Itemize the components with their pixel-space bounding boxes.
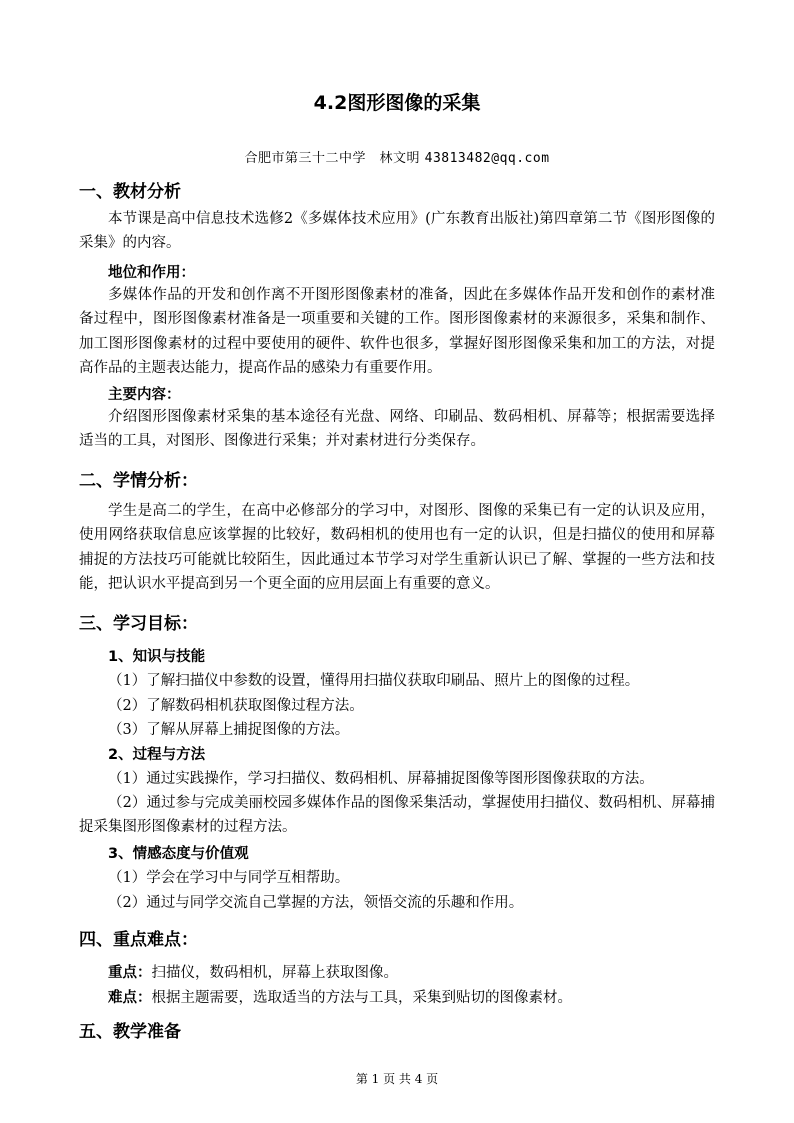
goal-item: （2）通过参与完成美丽校园多媒体作品的图像采集活动，掌握使用扫描仪、数码相机、屏幕捕捉采集图形图像素材的过程方法。 [79, 795, 715, 836]
page-title: 4.2图形图像的采集 [313, 92, 481, 114]
key-point-line [108, 961, 398, 982]
section-heading-learner-analysis: 二、学情分析： [79, 471, 198, 491]
difficult-point-label: 难点： [108, 990, 152, 1006]
goal-item: （1）通过实践操作，学习扫描仪、数码相机、屏幕捕捉图像等图形图像获取的方法。 [108, 771, 654, 787]
textbook-intro-paragraph: 本节课是高中信息技术选修2《多媒体技术应用》(广东教育出版社)第四章第二节《图形图像的采集》的内容。 [79, 211, 715, 252]
section-heading-teaching-prep: 五、教学准备 [79, 1022, 181, 1042]
subheading-main-content: 主要内容： [108, 387, 181, 403]
learner-analysis-paragraph: 学生是高二的学生，在高中必修部分的学习中，对图形、图像的采集已有一定的认识及应用，使用网络获取信息应该掌握的比较好，数码相机的使用也有一定的认识，但是扫描仪的使用和屏幕捕捉的方法技巧可能就比较陌生，因此通过本节学习对学生重新认识已了解、掌握的一些方法和技能，把认识水平提高到另一个更全面的应用层面上有重要的意义。 [79, 503, 715, 593]
goal-process-methods: 2、过程与方法 [108, 747, 206, 763]
goal-item: （3）了解从屏幕上捕捉图像的方法。 [108, 722, 350, 738]
key-point-label: 重点： [108, 965, 152, 981]
section-heading-key-difficult: 四、重点难点： [79, 930, 198, 950]
goal-item: （1）了解扫描仪中参数的设置，懂得用扫描仪获取印刷品、照片上的图像的过程。 [108, 673, 640, 689]
author-school-name: 合肥市第三十二中学 林文明 [244, 151, 420, 166]
section-heading-learning-goals: 三、学习目标： [79, 614, 198, 634]
goal-item: （1）学会在学习中与同学互相帮助。 [108, 870, 350, 886]
subheading-role: 地位和作用： [108, 265, 195, 281]
difficult-point-line [108, 986, 572, 1007]
goal-item: （2）通过与同学交流自己掌握的方法，领悟交流的乐趣和作用。 [108, 895, 524, 911]
author-email: 43813482@qq.com [424, 151, 550, 166]
author-line [0, 147, 794, 166]
section-heading-textbook-analysis: 一、教材分析 [79, 182, 181, 202]
goal-attitude-values: 3、情感态度与价值观 [108, 846, 249, 862]
role-paragraph: 多媒体作品的开发和创作离不开图形图像素材的准备，因此在多媒体作品开发和创作的素材准备过程中，图形图像素材准备是一项重要和关键的工作。图形图像素材的来源很多，采集和制作、加工图形图像素材的过程中要使用的硬件、软件也很多，掌握好图形图像采集和加工的方法，对提高作品的主题表达能力，提高作品的感染力有重要作用。 [79, 287, 715, 377]
key-point-text: 扫描仪，数码相机，屏幕上获取图像。 [151, 965, 398, 981]
page-number-footer: 第 1 页 共 4 页 [355, 1072, 439, 1086]
goal-knowledge-skills: 1、知识与技能 [108, 649, 206, 665]
main-content-paragraph: 介绍图形图像素材采集的基本途径有光盘、网络、印刷品、数码相机、屏幕等；根据需要选择适当的工具，对图形、图像进行采集；并对素材进行分类保存。 [79, 409, 715, 450]
difficult-point-text: 根据主题需要，选取适当的方法与工具，采集到贴切的图像素材。 [151, 990, 572, 1006]
goal-item: （2）了解数码相机获取图像过程方法。 [108, 698, 364, 714]
